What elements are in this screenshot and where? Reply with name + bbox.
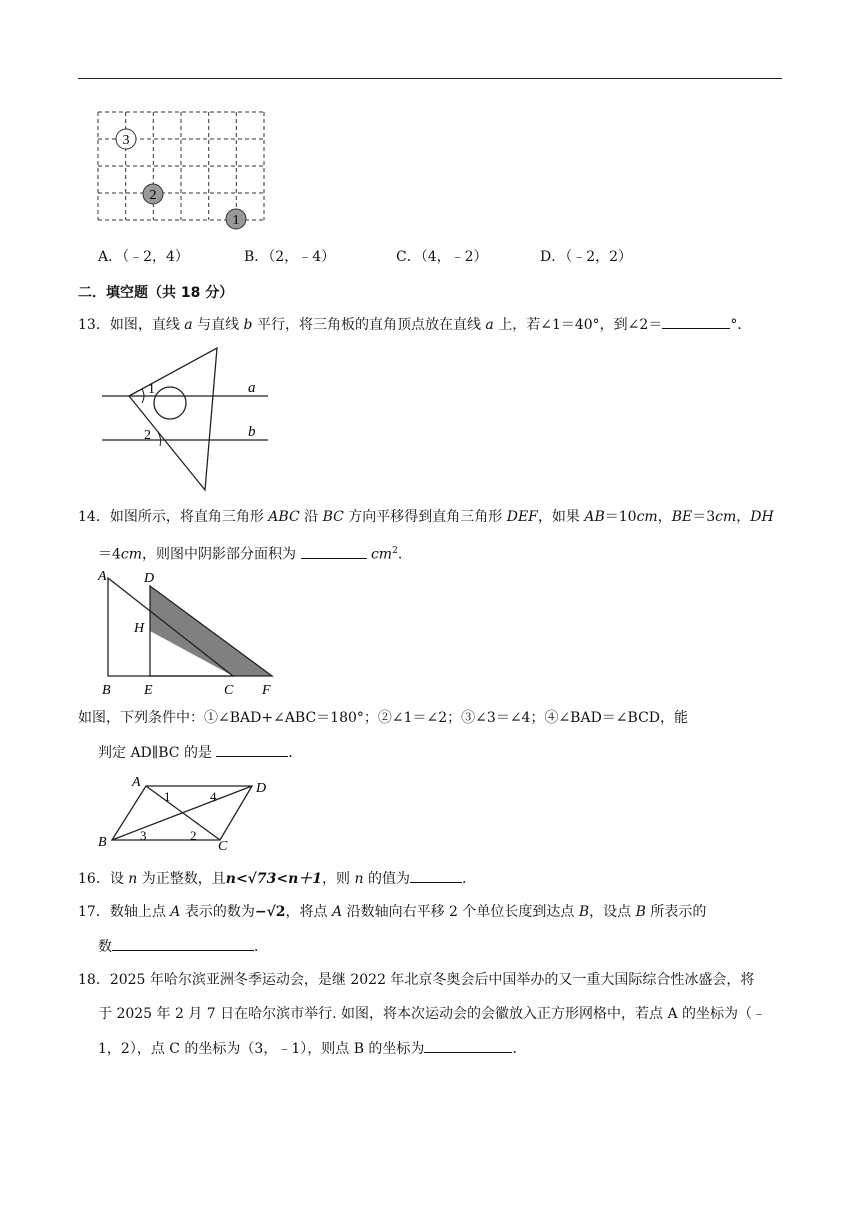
- q14-figure: [92, 566, 282, 698]
- q18-line1: 18．2025 年哈尔滨亚洲冬季运动会，是继 2022 年北京冬奥会后中国举办的又一重大国际综合性冰盛会，将: [78, 972, 755, 988]
- q13-figure: [98, 344, 273, 494]
- label-A: A: [132, 775, 141, 790]
- option-b: B．（2，﹣4）: [244, 249, 336, 265]
- line-a-label: a: [248, 380, 256, 396]
- q15-line1: 如图，下列条件中：①∠BAD+∠ABC＝180°；②∠1＝∠2；③∠3＝∠4；④∠BAD＝∠BCD，能: [78, 710, 689, 726]
- q12-options: [98, 247, 698, 267]
- label-C: C: [224, 683, 234, 698]
- angle-1-label: 1: [164, 789, 171, 804]
- angle-3-label: 3: [140, 828, 147, 843]
- q17-line2: 数 ．: [98, 936, 268, 957]
- q15-line2: 判定 AD∥BC 的是 ．: [98, 742, 302, 763]
- q17-line1: 17．数轴上点 A 表示的数为−√2，将点 A 沿数轴向右平移 2 个单位长度到达点 B，设点 B 所表示的: [78, 904, 707, 920]
- label-H: H: [134, 621, 145, 636]
- option-d: D．（﹣2，2）: [540, 249, 633, 265]
- label-D: D: [256, 781, 267, 796]
- q15-figure: [92, 774, 274, 854]
- q15-answer-blank: [216, 742, 288, 757]
- option-a: A．（﹣2，4）: [98, 249, 189, 265]
- q16-text: 16．设 n 为正整数，且n<√73<n＋1，则 n 的值为 ．: [78, 868, 476, 889]
- q14-line2: ＝4cm，则图中阴影部分面积为 $cm^2$.: [98, 541, 402, 565]
- q17-value: −√2: [254, 904, 286, 920]
- q18-line2: 于 2025 年 2 月 7 日在哈尔滨市举行. 如图，将本次运动会的会徽放入正方形网格中，若点 A 的坐标为（﹣: [98, 1006, 767, 1022]
- grid-label-1: 1: [232, 213, 240, 228]
- q14-line1: 14．如图所示，将直角三角形 ABC 沿 BC 方向平移得到直角三角形 DEF，如果 AB＝10cm，BE＝3cm，DH: [78, 509, 774, 525]
- label-B: B: [98, 835, 107, 850]
- label-A: A: [98, 569, 107, 584]
- grid-point-3: [116, 129, 136, 149]
- label-D: D: [144, 571, 155, 586]
- q17-answer-blank: [112, 936, 254, 951]
- q12-grid-figure: [92, 106, 272, 232]
- header-rule: [78, 78, 782, 79]
- label-E: E: [144, 683, 153, 698]
- angle-1-label: 1: [148, 382, 155, 397]
- q16-answer-blank: [410, 868, 462, 883]
- option-c: C．（4，﹣2）: [396, 249, 488, 265]
- label-F: F: [262, 683, 271, 698]
- angle-4-label: 4: [210, 789, 217, 804]
- grid-point-2: [143, 184, 163, 204]
- section-title: 二．填空题（共 18 分）: [78, 285, 234, 301]
- line-b-label: b: [248, 424, 256, 440]
- label-C: C: [218, 839, 228, 854]
- q14-answer-blank: [301, 544, 367, 559]
- q18-answer-blank: [424, 1038, 512, 1053]
- angle-2-label: 2: [190, 828, 197, 843]
- q16-inequality: n<√73<n＋1: [225, 871, 323, 887]
- grid-label-3: 3: [122, 133, 130, 148]
- q18-line3: 1，2），点 C 的坐标为（3，﹣1），则点 B 的坐标为 ．: [98, 1038, 526, 1059]
- grid-label-2: 2: [149, 188, 157, 203]
- q13-answer-blank: [662, 314, 730, 329]
- angle-2-label: 2: [144, 428, 151, 443]
- grid-point-1: [226, 209, 246, 229]
- q13-text: 13．如图，直线 a 与直线 b 平行，将三角板的直角顶点放在直线 a 上，若∠1＝40°，到∠2＝ °．: [78, 314, 751, 335]
- label-B: B: [102, 683, 111, 698]
